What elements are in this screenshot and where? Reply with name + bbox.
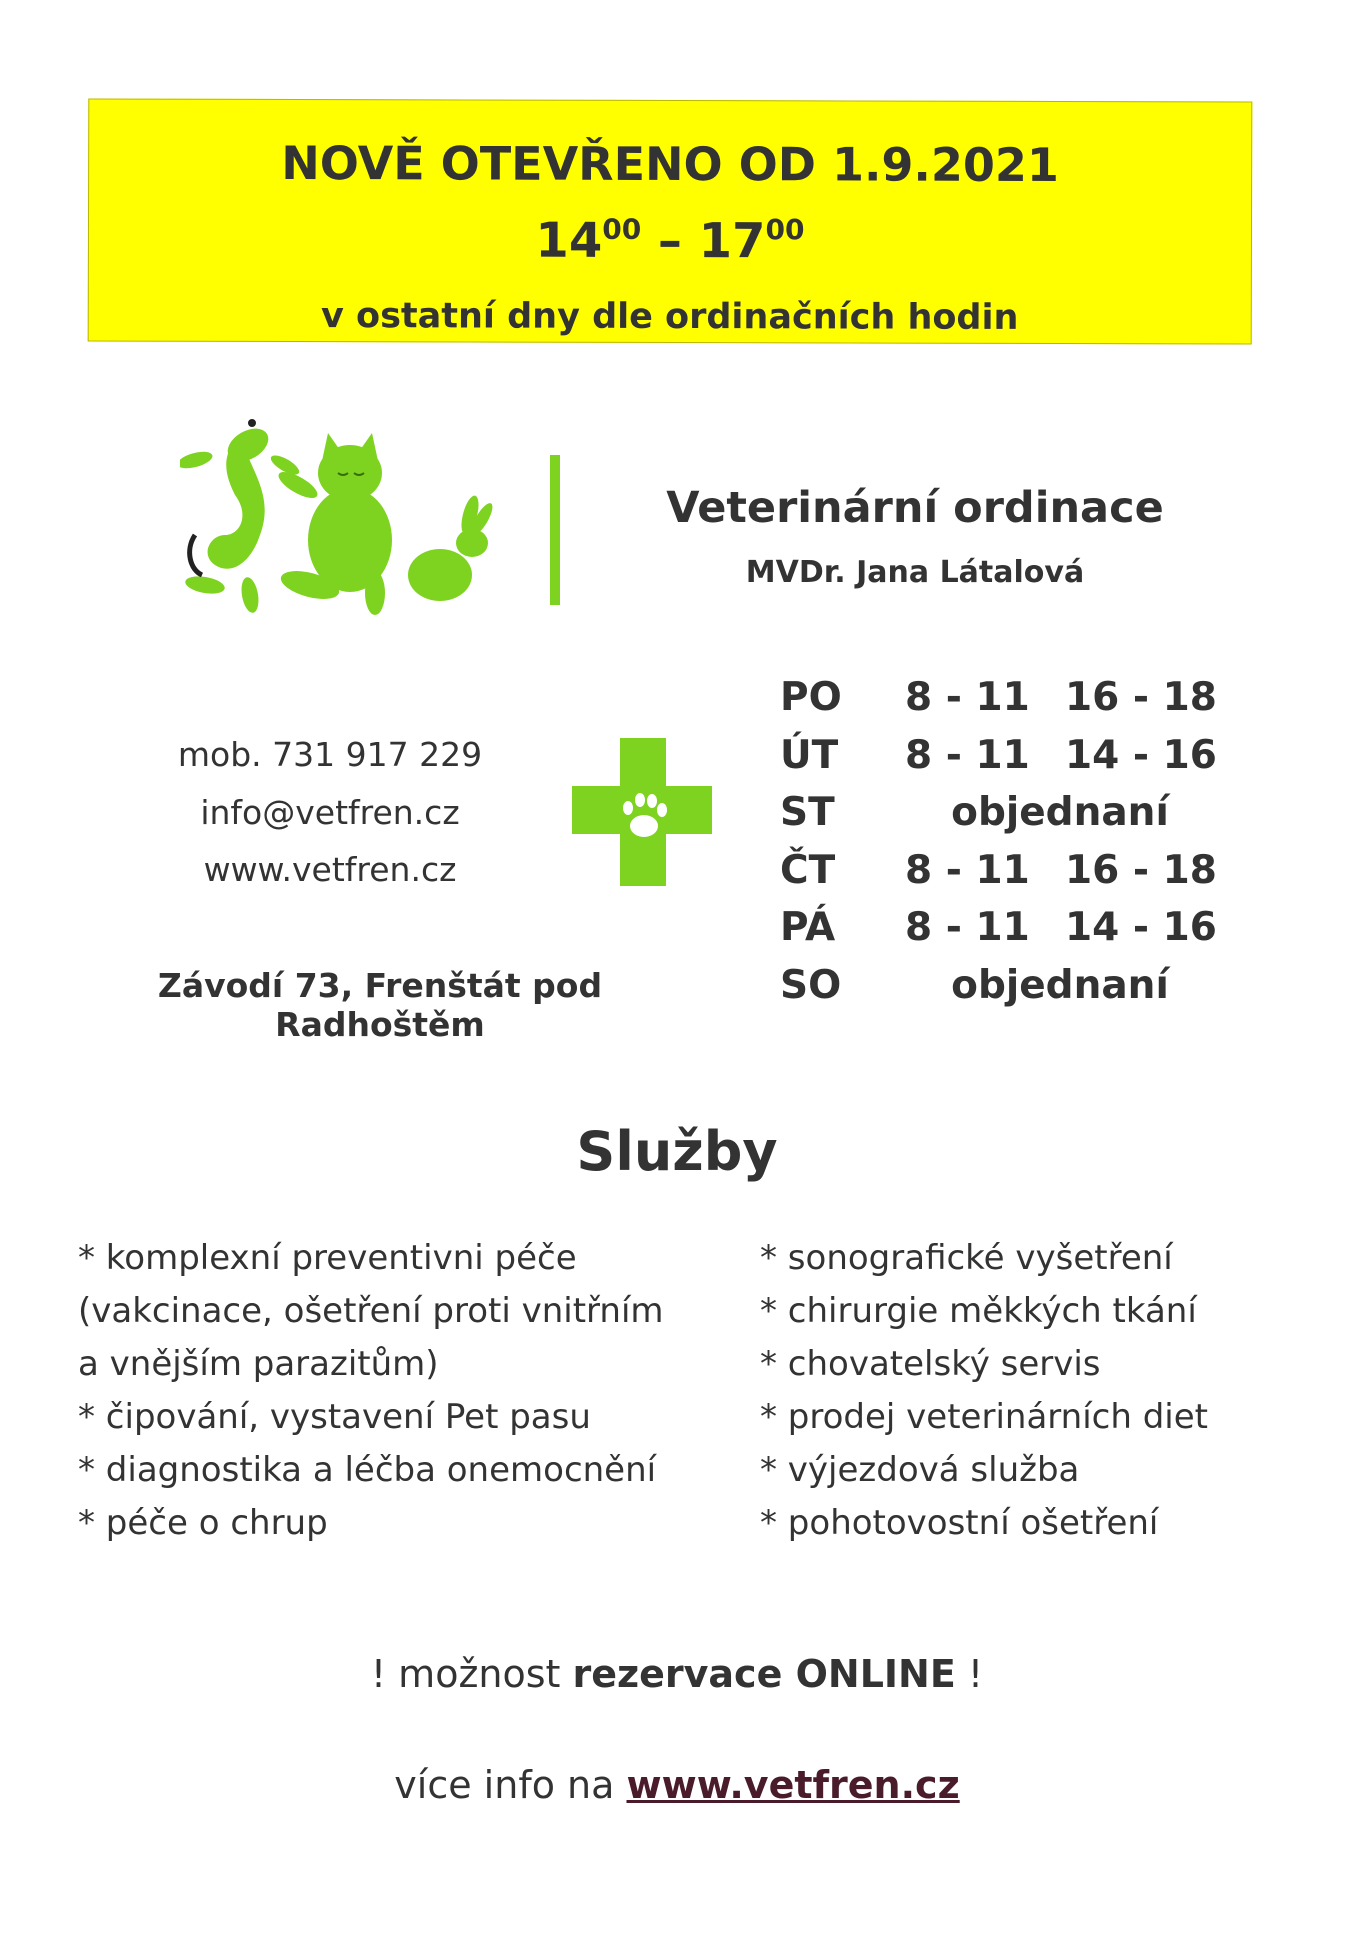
hours-afternoon: 14 - 16 [1065,732,1217,778]
hours-row [760,848,1220,906]
list-item: * komplexní preventivni péče [78,1238,577,1278]
hours-day: SO [780,962,842,1008]
list-item: (vakcinace, ošetření proti vnitřním [78,1291,664,1331]
list-item: * diagnostika a léčba onemocnění [78,1450,657,1490]
list-item: a vnějším parazitům) [78,1344,439,1384]
hours-morning: 8 - 11 [905,675,1030,720]
clinic-title: Veterinární ordinace [666,483,1164,533]
dog-icon [180,422,302,614]
hours-day: ČT [780,847,836,893]
hours-day: ST [780,790,835,835]
hours-row [760,963,1220,1021]
hours-row [760,733,1220,791]
list-item: * výjezdová služba [760,1450,1080,1490]
hours-day: PÁ [780,905,836,950]
hours-afternoon: 14 - 16 [1065,905,1217,950]
list-item: * sonografické vyšetření [760,1238,1173,1278]
hours-day: ÚT [780,732,839,778]
clinic-doctor: MVDr. Jana Látalová [745,555,1085,590]
hours-morning: 8 - 11 [905,732,1030,778]
online-booking-label: rezervace ONLINE [572,1652,956,1696]
list-item: * pohotovostní ošetření [760,1503,1159,1543]
vet-cross-icon [572,738,712,886]
hours-appointment: objednaní [951,962,1169,1008]
rabbit-icon [408,494,496,601]
contact-mobile: mob. 731 917 229 [177,735,483,774]
contact-web[interactable]: www.vetfren.cz [203,850,457,889]
banner-note: v ostatní dny dle ordinačních hodin [321,296,1019,338]
hours-afternoon: 16 - 18 [1065,847,1217,893]
hours-row [760,675,1220,733]
list-item: * čipování, vystavení Pet pasu [78,1397,591,1437]
list-item: * chovatelský servis [760,1344,1101,1384]
hours-row [760,905,1220,963]
online-booking-note: ! možnost rezervace ONLINE ! [370,1652,984,1696]
list-item: * péče o chrup [78,1503,328,1543]
logo-divider [550,455,560,605]
list-item: * prodej veterinárních diet [760,1397,1208,1437]
hours-row [760,790,1220,848]
more-info: více info na www.vetfren.cz [394,1763,960,1807]
opening-hours [760,675,1220,1020]
banner-headline: NOVĚ OTEVŘENO OD 1.9.2021 [281,135,1060,193]
contact-email[interactable]: info@vetfren.cz [200,793,460,832]
services-right-list [760,1232,1320,1550]
hours-day: PO [780,675,842,720]
banner-hours: $14^{00} - 17^{00}$ [535,212,805,270]
contact-address: Závodí 73, Frenštát pod Radhoštěm [157,966,603,1044]
cat-icon [275,433,392,615]
opening-banner [88,98,1253,344]
website-link[interactable]: www.vetfren.cz [626,1763,960,1807]
services-heading: Služby [576,1120,778,1183]
services-left-list [78,1232,698,1550]
hours-morning: 8 - 11 [905,847,1030,893]
dog-tail [190,535,202,575]
hours-morning: 8 - 11 [905,905,1030,950]
clinic-logo [180,415,580,625]
hours-afternoon: 16 - 18 [1065,675,1217,720]
list-item: * chirurgie měkkých tkání [760,1291,1197,1331]
hours-appointment: objednaní [951,790,1169,835]
